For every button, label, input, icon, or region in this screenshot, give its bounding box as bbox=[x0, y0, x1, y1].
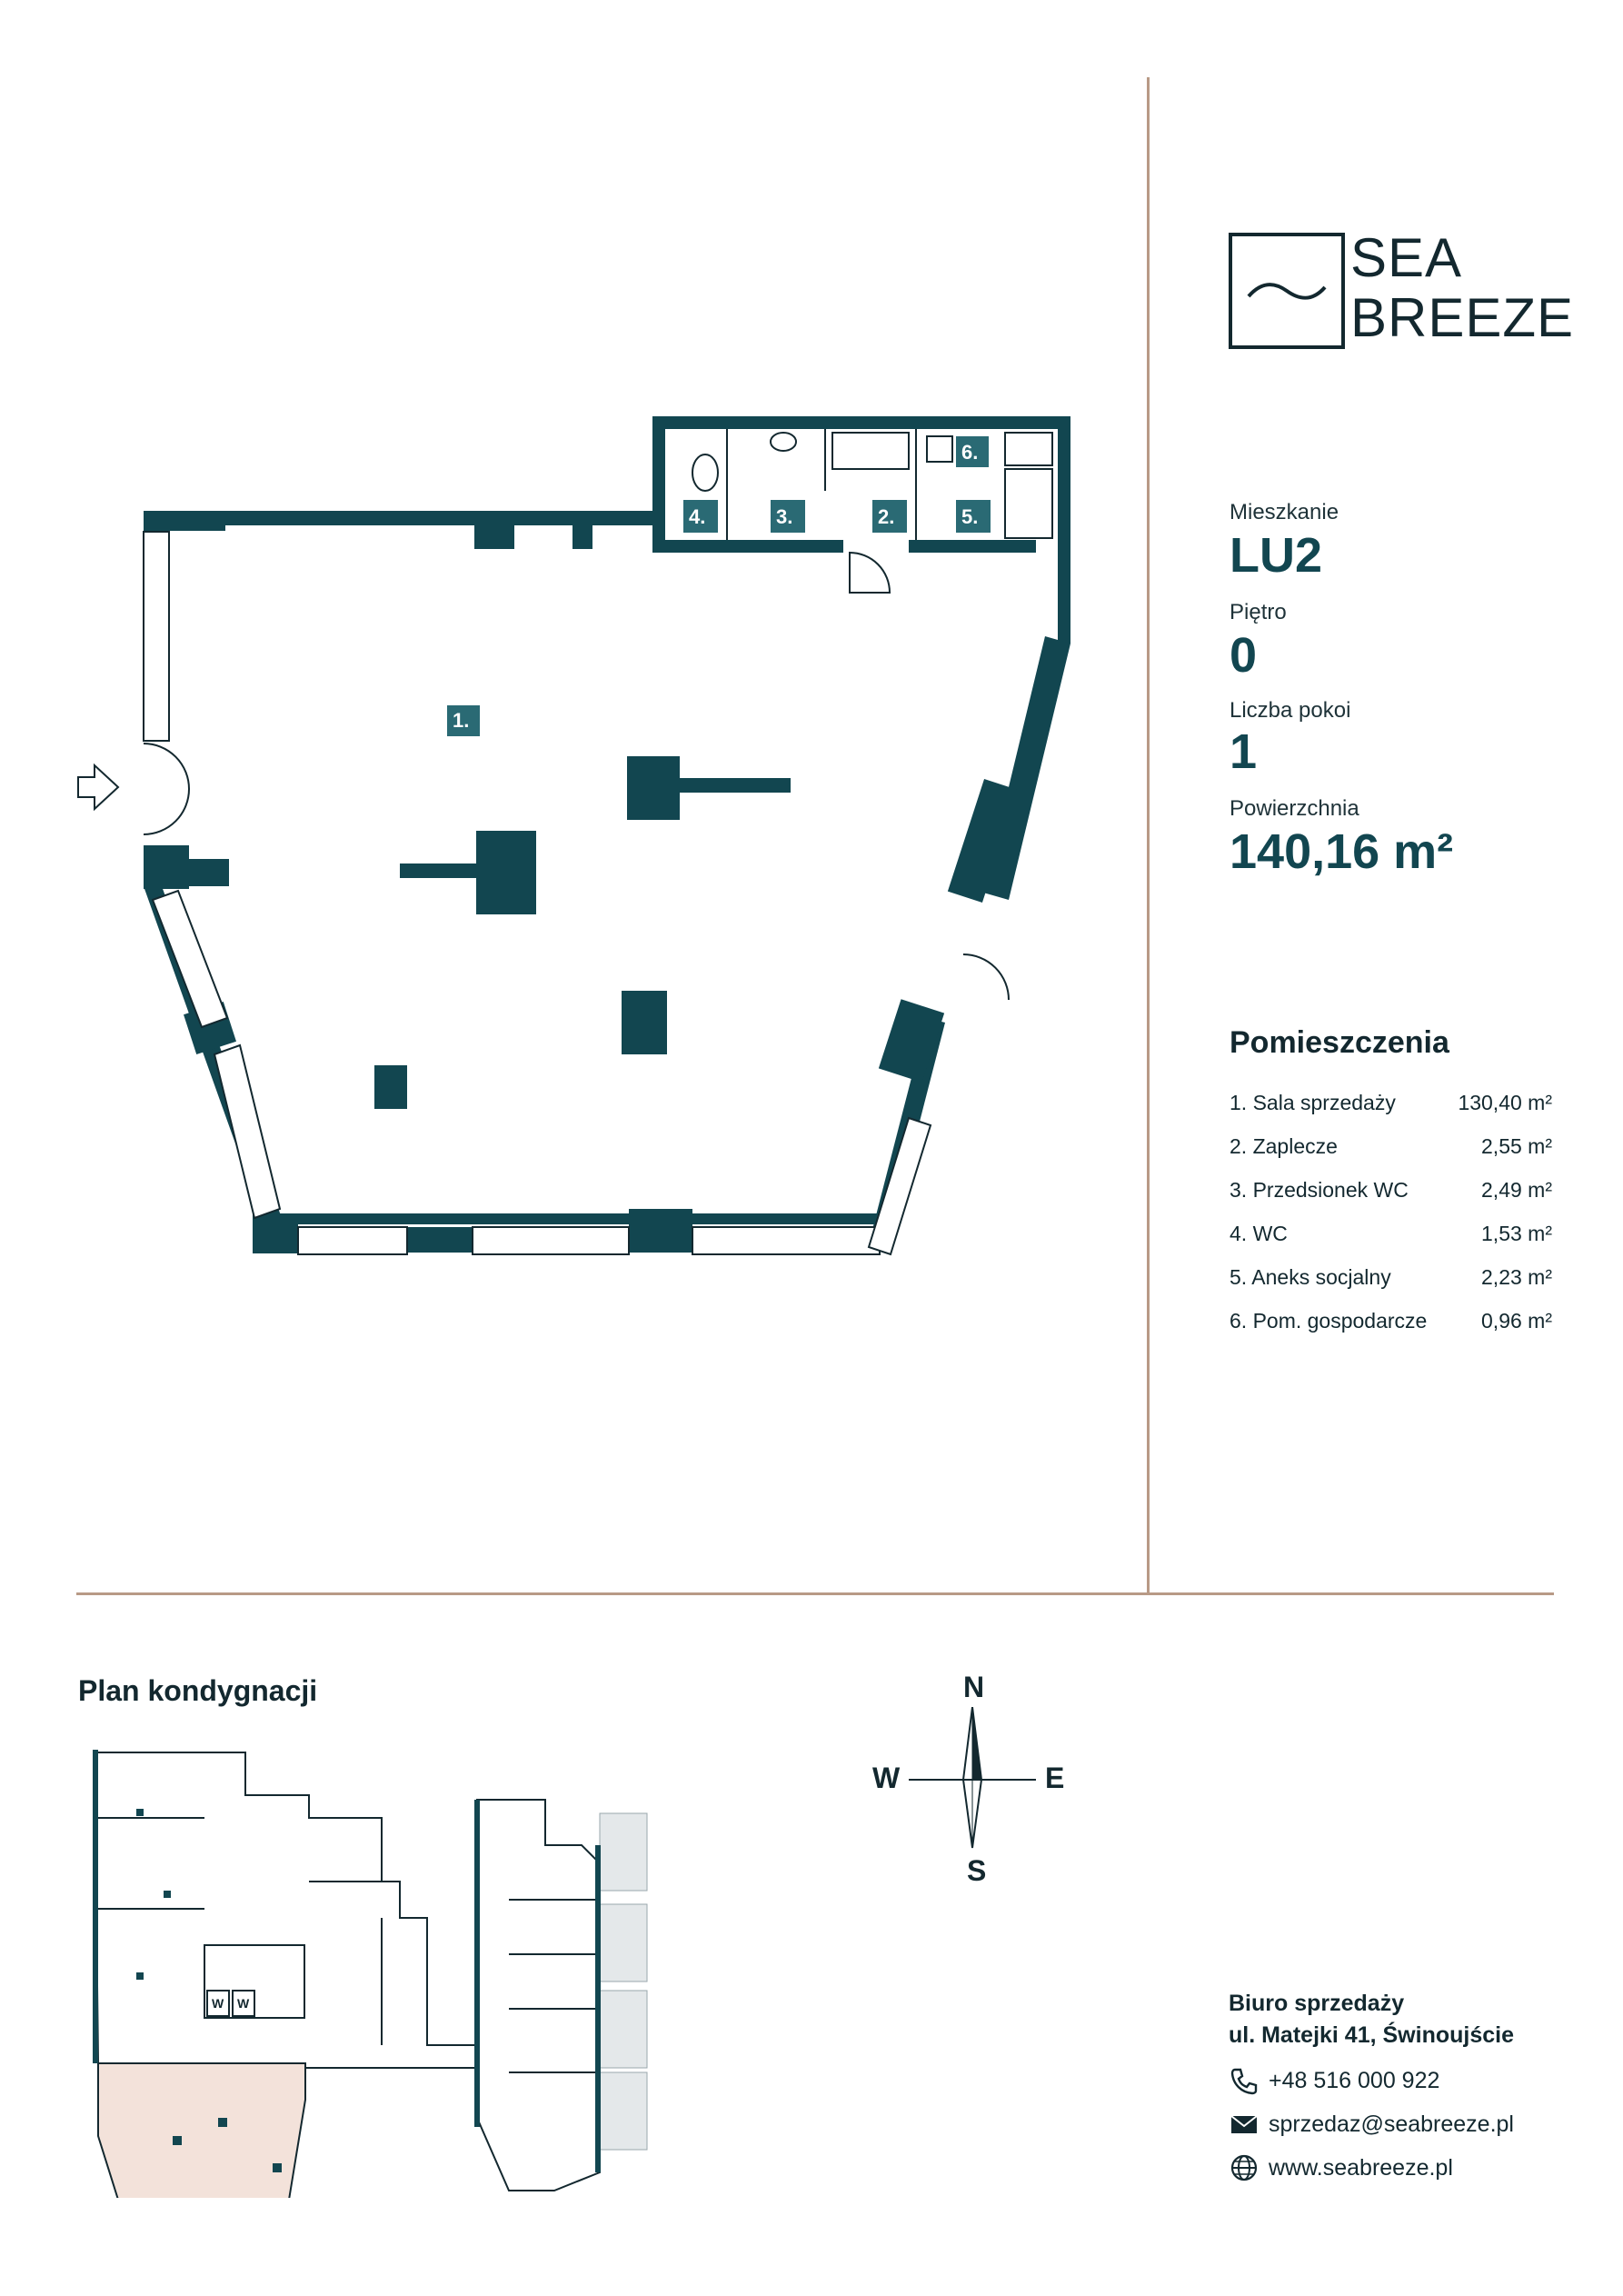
room-tag-3: 3. bbox=[776, 505, 793, 528]
room-tag-4: 4. bbox=[689, 505, 706, 528]
room-tag-6: 6. bbox=[961, 441, 979, 464]
room-area: 1,53 m² bbox=[1481, 1222, 1552, 1245]
phone-number: +48 516 000 922 bbox=[1269, 2068, 1440, 2093]
room-row bbox=[1230, 1178, 1552, 1209]
email-address: sprzedaz@seabreeze.pl bbox=[1269, 2111, 1514, 2137]
brand-line-2: BREEZE bbox=[1350, 287, 1575, 348]
area-value: 140,16 m² bbox=[1230, 824, 1454, 879]
website-url: www.seabreeze.pl bbox=[1269, 2155, 1453, 2181]
floor-label: Piętro bbox=[1230, 600, 1287, 624]
room-area: 2,55 m² bbox=[1481, 1134, 1552, 1158]
compass bbox=[872, 1671, 1065, 1889]
vertical-divider bbox=[1147, 77, 1150, 1595]
compass-e: E bbox=[1045, 1762, 1065, 1794]
room-tag-5: 5. bbox=[961, 505, 979, 528]
room-name: 3. Przedsionek WC bbox=[1230, 1178, 1409, 1202]
brand-line-1: SEA bbox=[1350, 227, 1463, 288]
room-name: 1. Sala sprzedaży bbox=[1230, 1091, 1396, 1114]
compass-needle-icon bbox=[909, 1707, 1036, 1852]
room-name: 2. Zaplecze bbox=[1230, 1134, 1338, 1158]
globe-icon bbox=[1229, 2152, 1260, 2183]
lift-mark-1: W bbox=[212, 1996, 224, 2011]
room-name: 4. WC bbox=[1230, 1222, 1288, 1245]
horizontal-divider bbox=[76, 1592, 1554, 1595]
phone-icon bbox=[1229, 2065, 1260, 2096]
room-tag-2: 2. bbox=[878, 505, 895, 528]
room-area: 130,40 m² bbox=[1458, 1091, 1552, 1114]
building-floor-plan bbox=[86, 1743, 668, 2198]
wave-logo-icon bbox=[1229, 233, 1356, 354]
room-area: 0,96 m² bbox=[1481, 1309, 1552, 1333]
room-name: 5. Aneks socjalny bbox=[1230, 1265, 1391, 1289]
rooms-count-value: 1 bbox=[1230, 724, 1258, 779]
unit-floor-plan bbox=[73, 409, 1100, 1273]
floor-value: 0 bbox=[1230, 628, 1258, 683]
sales-office-title: Biuro sprzedaży bbox=[1229, 1991, 1405, 2016]
rooms-count-label: Liczba pokoi bbox=[1230, 698, 1351, 723]
sales-address: ul. Matejki 41, Świnoujście bbox=[1229, 2022, 1514, 2048]
brand-logo bbox=[1229, 227, 1575, 356]
floor-plan-title: Plan kondygnacji bbox=[78, 1674, 318, 1707]
rooms-title: Pomieszczenia bbox=[1230, 1025, 1449, 1060]
room-name: 6. Pom. gospodarcze bbox=[1230, 1309, 1428, 1333]
compass-w: W bbox=[872, 1762, 901, 1794]
compass-n: N bbox=[963, 1671, 985, 1703]
entry-arrow-icon bbox=[78, 765, 118, 809]
room-area: 2,49 m² bbox=[1481, 1178, 1552, 1202]
lift-mark-2: W bbox=[237, 1996, 250, 2011]
room-row bbox=[1230, 1134, 1552, 1165]
mail-icon bbox=[1229, 2109, 1260, 2140]
room-area: 2,23 m² bbox=[1481, 1265, 1552, 1289]
apartment-value: LU2 bbox=[1230, 528, 1323, 583]
room-row bbox=[1230, 1222, 1552, 1253]
compass-s: S bbox=[967, 1854, 987, 1887]
room-row bbox=[1230, 1265, 1552, 1296]
room-row bbox=[1230, 1309, 1552, 1340]
apartment-label: Mieszkanie bbox=[1230, 500, 1339, 524]
room-row bbox=[1230, 1091, 1552, 1122]
area-label: Powierzchnia bbox=[1230, 796, 1359, 821]
room-tag-1: 1. bbox=[453, 709, 470, 732]
